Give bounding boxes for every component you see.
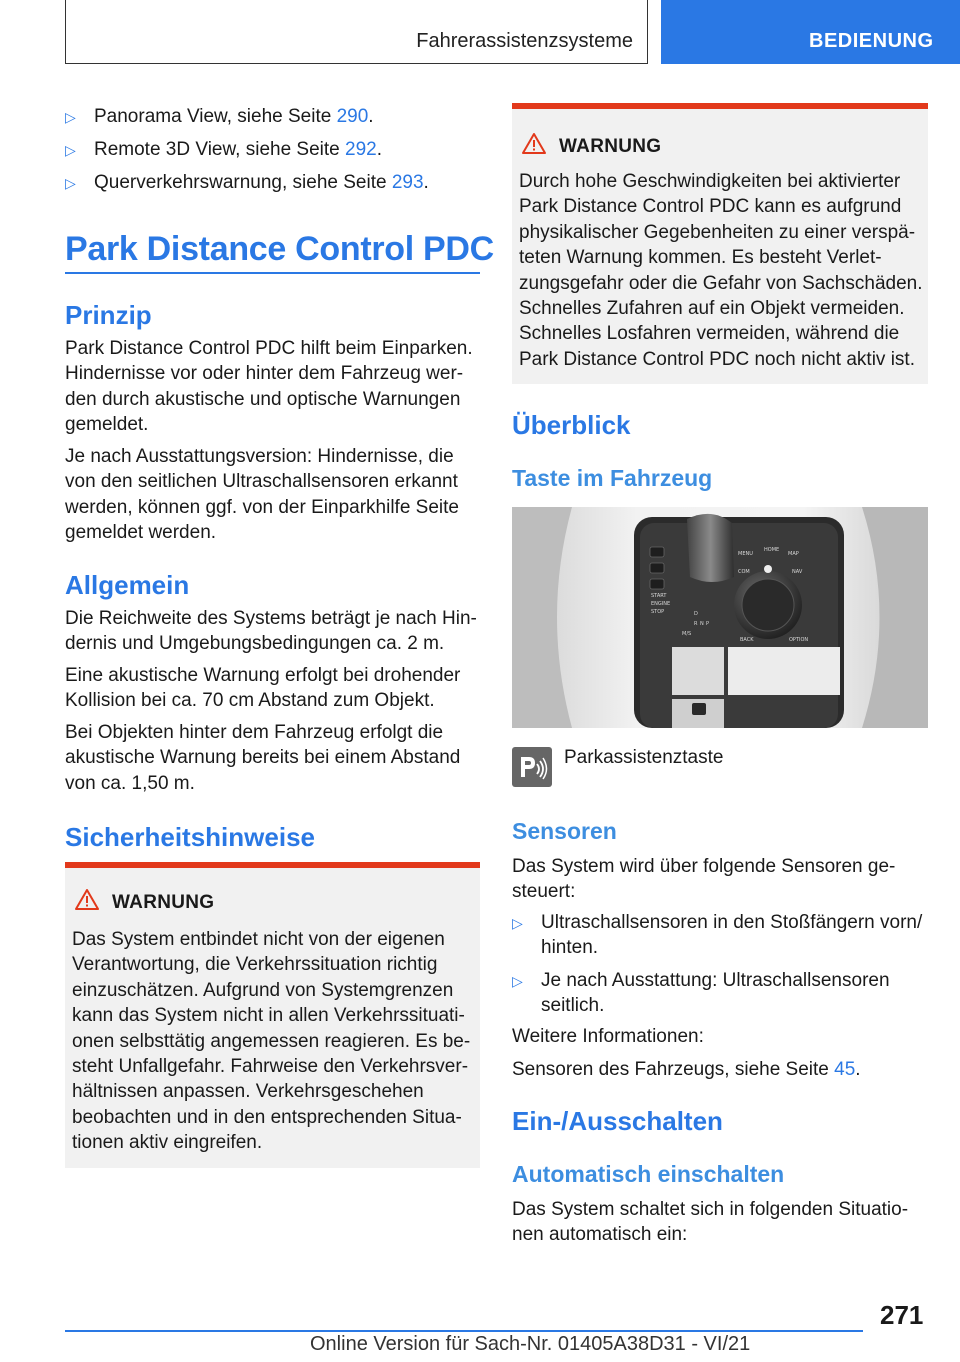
park-assist-button-icon[interactable] (512, 747, 552, 787)
center-console-illustration (512, 507, 928, 728)
paragraph-sensoren-intro: Das System wird über folgende Sensoren ge- steuert: (512, 856, 896, 903)
paragraph-allgemein-1: Die Reichweite des Systems beträgt je nach Hin- dernis und Umgebungsbedingungen ca. 2 m. (65, 608, 477, 655)
paragraph-allgemein-3: Bei Objekten hinter dem Fahrzeug erfolgt die akustische Warnung bereits bei einem Abstand von ca. 1,50 m. (65, 722, 461, 794)
console-photo (512, 507, 928, 728)
page-link[interactable]: 45 (834, 1059, 856, 1080)
bullet-triangle-icon: ▷ (65, 175, 76, 191)
heading-ein-ausschalten: Ein-/Ausschalten (512, 1106, 723, 1136)
warning-text: Durch hohe Geschwindigkeiten bei aktivierter Park Distance Control PDC kann es aufgrund physikalischer Gegebenheiten zu einer verspä- teten Warnung kommen. Es besteht Verlet- zungsgefahr oder die Gefahr von Sachschäden. Schnelles Zufahren auf ein Objekt vermeiden. Schnelles Losfahren vermeiden, während die Park Distance Control PDC noch nicht aktiv ist. (519, 171, 923, 370)
svg-text:MAP: MAP (788, 551, 799, 557)
heading-automatisch-einschalten: Automatisch einschalten (512, 1161, 785, 1187)
warning-box-right (512, 103, 928, 384)
paragraph-more-info: Weitere Informationen: (512, 1026, 704, 1047)
bullet-triangle-icon: ▷ (65, 142, 76, 158)
paragraph-sensor-ref: Sensoren des Fahrzeugs, siehe Seite 45. (512, 1059, 861, 1080)
bullet-triangle-icon: ▷ (512, 973, 523, 989)
title-rule (65, 272, 480, 274)
heading-allgemein: Allgemein (65, 570, 190, 600)
svg-text:NAV: NAV (792, 569, 803, 575)
svg-text:STOP: STOP (651, 609, 665, 615)
page-link[interactable]: 292 (345, 139, 377, 160)
svg-text:COM: COM (738, 569, 750, 575)
svg-text:MENU: MENU (738, 551, 753, 557)
svg-text:D: D (694, 611, 698, 617)
paragraph-einschalten: Das System schaltet sich in folgenden Situatio- nen automatisch ein: (512, 1199, 909, 1246)
warning-box-left (65, 862, 480, 1168)
svg-text:N: N (700, 621, 704, 627)
svg-text:ENGINE: ENGINE (651, 601, 671, 607)
page-title: Park Distance Control PDC (65, 230, 494, 268)
heading-prinzip: Prinzip (65, 300, 152, 330)
paragraph-allgemein-2: Eine akustische Warnung erfolgt bei drohender Kollision bei ca. 70 cm Abstand zum Objekt. (65, 665, 461, 712)
warning-label: WARNUNG (559, 136, 662, 157)
page-number: 271 (880, 1300, 924, 1330)
svg-text:HOME: HOME (764, 547, 780, 553)
bullet-triangle-icon: ▷ (65, 109, 76, 125)
header-section-label: Fahrerassistenzsysteme (416, 30, 633, 52)
warning-text: Das System entbindet nicht von der eigenen Verantwortung, die Verkehrssituation richtig einzuschätzen. Aufgrund von Systemgrenzen kann das System nicht in allen Verkehrssituati- onen selbsttätig angemessen reagieren. Es be- steht Unfallgefahr. Fahrweise den Verkehrsver- hältnissen anpassen. Verkehrsgeschehen beobachten und in den entsprechenden Situa- tionen aktiv eingreifen. (72, 929, 471, 1154)
header-section-tab (65, 0, 648, 64)
paragraph-prinzip-1: Park Distance Control PDC hilft beim Einparken. Hindernisse vor oder hinter dem Fahrzeug wer- den durch akustische und optische Warnungen gemeldet. (65, 338, 473, 436)
button-caption: Parkassistenztaste (564, 747, 724, 768)
warning-label: WARNUNG (112, 892, 215, 913)
header-chapter-label: BEDIENUNG (809, 30, 934, 52)
heading-taste-im-fahrzeug: Taste im Fahrzeug (512, 465, 713, 491)
warning-triangle-icon (74, 888, 100, 911)
footer-text: Online Version für Sach-Nr. 01405A38D31 - VI/21 (310, 1333, 751, 1355)
svg-text:OPTION: OPTION (789, 637, 809, 643)
page-link[interactable]: 293 (391, 172, 424, 193)
header-chapter-tab (661, 0, 960, 64)
svg-text:M/S: M/S (682, 631, 692, 637)
svg-text:BACK: BACK (740, 637, 754, 643)
svg-text:START: START (651, 593, 667, 599)
warning-triangle-icon (521, 132, 547, 155)
paragraph-prinzip-2: Je nach Ausstattungsversion: Hindernisse, die von den seitlichen Ultraschallsensoren erkannt werden, können ggf. von der Einparkhilfe Seite gemeldet werden. (65, 446, 459, 544)
page-link[interactable]: 290 (336, 106, 369, 127)
heading-sensoren: Sensoren (512, 818, 617, 844)
bullet-triangle-icon: ▷ (512, 915, 523, 931)
heading-ueberblick: Überblick (512, 410, 631, 440)
svg-text:P: P (706, 621, 710, 627)
footer-rule (65, 1330, 863, 1332)
svg-text:R: R (694, 621, 698, 627)
heading-sicherheitshinweise: Sicherheitshinweise (65, 822, 315, 852)
